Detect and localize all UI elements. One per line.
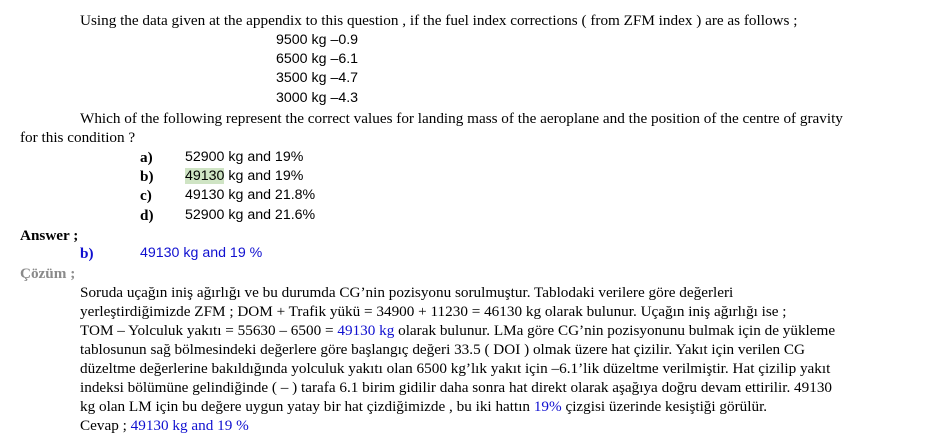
option-d-letter: d) bbox=[140, 207, 154, 224]
correction-mass: 3000 kg bbox=[276, 90, 327, 106]
solution-line: tablosunun sağ bölmesindeki değerlere göre başlangıç değeri 33.5 ( DOI ) olmak üzere hat çizilir. Yakıt için verilen CG bbox=[80, 341, 805, 358]
correction-row bbox=[276, 31, 358, 50]
solution-line bbox=[80, 397, 767, 416]
solution-line: Soruda uçağın iniş ağırlığı ve bu durumda CG’nin pozisyonu sorulmuştur. Tablodaki verilere göre değerleri bbox=[80, 284, 734, 301]
option-a-letter: a) bbox=[140, 149, 153, 166]
answer-label: Answer ; bbox=[20, 227, 79, 244]
option-b-highlight: 49130 bbox=[185, 168, 225, 184]
option-b-rest: kg and 19% bbox=[224, 168, 304, 184]
option-d-text: 52900 kg and 21.6% bbox=[185, 207, 316, 223]
solution-text: Cevap ; bbox=[80, 417, 131, 434]
solution-highlight-cg: 19% bbox=[533, 398, 562, 415]
option-b-text bbox=[185, 167, 303, 186]
correction-row bbox=[276, 50, 358, 69]
correction-row bbox=[276, 69, 358, 88]
correction-value: –4.7 bbox=[330, 70, 359, 86]
solution-text: çizgisi üzerinde kesiştiği görülür. bbox=[561, 398, 768, 415]
correction-mass: 6500 kg bbox=[276, 51, 327, 67]
solution-label: Çözüm ; bbox=[20, 265, 76, 282]
solution-text: olarak bulunur. LMa göre CG’nin pozisyonunu bulmak için de yükleme bbox=[394, 322, 836, 339]
solution-line: indeksi bölümüne gelindiğinde ( – ) tarafa 6.1 birim gidilir daha sonra hat direkt olarak aşağıya doğru devam ettirilir. 49130 bbox=[80, 379, 833, 396]
solution-text: kg olan LM için bu değere uygun yatay bir hat çizdiğimizde , bu iki hattın bbox=[80, 398, 534, 415]
solution-line: yerleştirdiğimizde ZFM ; DOM + Trafik yükü = 34900 + 11230 = 46130 kg olarak bulunur. Uçağın iniş ağırlığı ise ; bbox=[80, 303, 787, 320]
option-b-letter: b) bbox=[140, 168, 154, 185]
solution-text: TOM – Yolculuk yakıtı = 55630 – 6500 = bbox=[80, 322, 338, 339]
correction-mass: 3500 kg bbox=[276, 70, 327, 86]
question-line-2: for this condition ? bbox=[20, 129, 136, 146]
answer-text: 49130 kg and 19 % bbox=[140, 245, 263, 261]
question-intro: Using the data given at the appendix to this question , if the fuel index corrections ( from ZFM index ) are as follows ; bbox=[80, 12, 798, 29]
answer-letter: b) bbox=[80, 245, 94, 262]
solution-line bbox=[80, 321, 835, 340]
correction-value: –0.9 bbox=[330, 32, 359, 48]
solution-highlight-mass: 49130 kg bbox=[337, 322, 395, 339]
correction-value: –4.3 bbox=[330, 90, 359, 106]
option-c-text: 49130 kg and 21.8% bbox=[185, 187, 316, 203]
solution-final-answer: 49130 kg and 19 % bbox=[130, 417, 249, 434]
correction-mass: 9500 kg bbox=[276, 32, 327, 48]
correction-row bbox=[276, 89, 358, 108]
option-c-letter: c) bbox=[140, 187, 152, 204]
solution-answer-line bbox=[80, 416, 249, 435]
option-a-text: 52900 kg and 19% bbox=[185, 149, 304, 165]
question-line-1: Which of the following represent the correct values for landing mass of the aeroplane and the position of the centre of gravity bbox=[80, 110, 843, 127]
solution-line: düzeltme değerlerine bakıldığında yolculuk yakıtı olan 6500 kg’lık yakıt için –6.1’lik düzeltme verilmiştir. Hat çizilip yakıt bbox=[80, 360, 831, 377]
correction-value: –6.1 bbox=[330, 51, 359, 67]
